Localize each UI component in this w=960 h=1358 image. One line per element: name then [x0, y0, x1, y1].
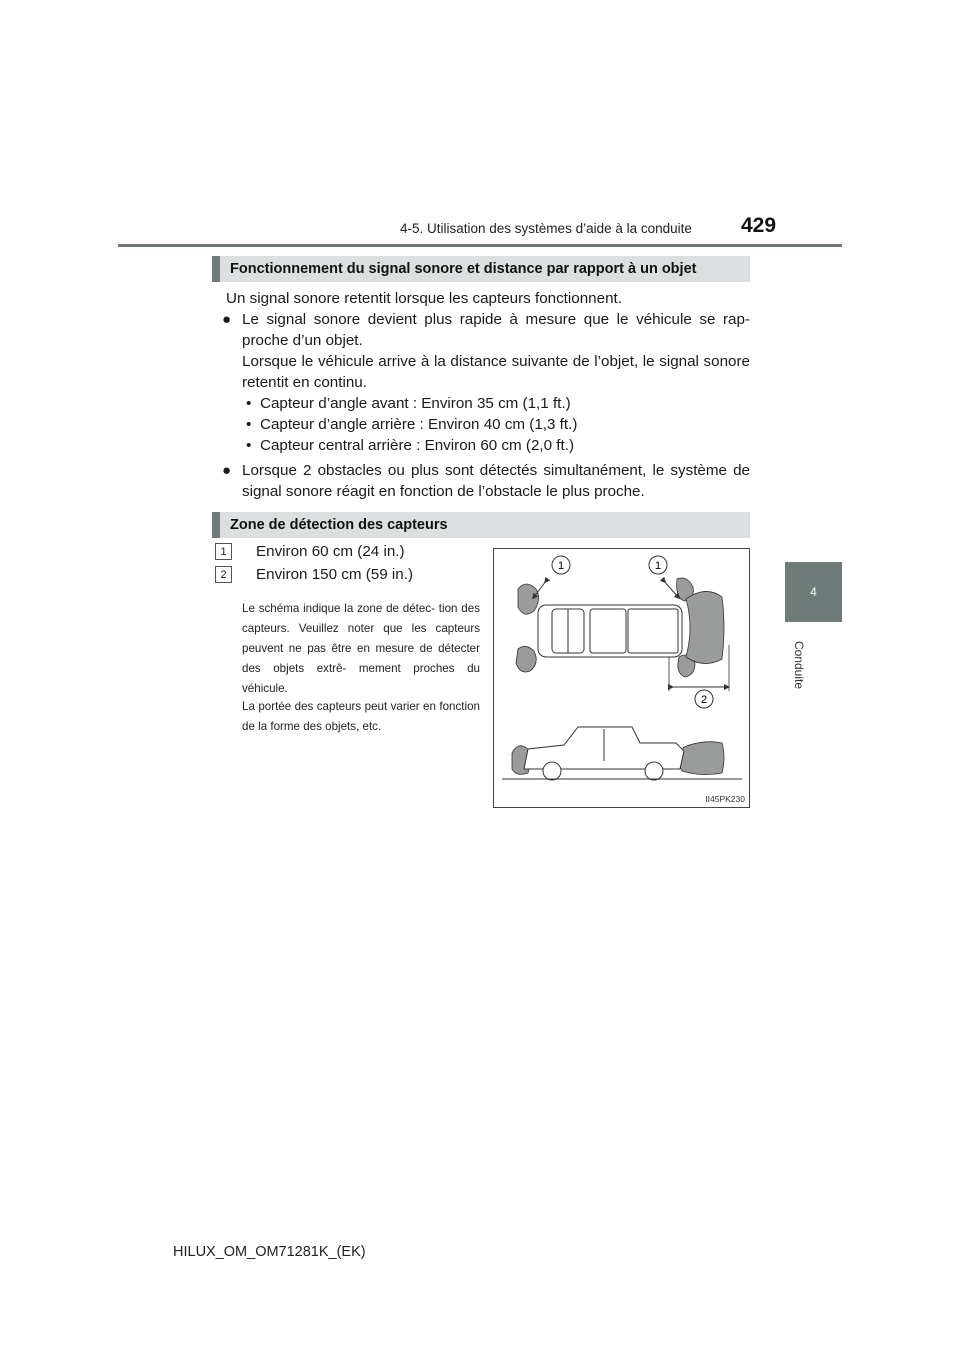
- intro-paragraph: Un signal sonore retentit lorsque les capteurs fonctionnent.: [226, 290, 622, 307]
- section-heading-text: Zone de détection des capteurs: [230, 517, 448, 533]
- distance-text: Capteur d’angle avant : Environ 35 cm (1,1 ft.): [260, 395, 571, 412]
- bullet-text: Lorsque 2 obstacles ou plus sont détectés simultanément, le système de signal sonore réagit en fonction de l’obstacle le plus proche.: [242, 462, 750, 500]
- footer-doc-id: HILUX_OM_OM71281K_(EK): [173, 1244, 366, 1260]
- chapter-number: 4: [810, 585, 817, 599]
- distance-text: Capteur central arrière : Environ 60 cm (2,0 ft.): [260, 437, 574, 454]
- header-section-title: 4-5. Utilisation des systèmes d’aide à la conduite: [400, 221, 692, 236]
- number-badge: 2: [215, 566, 232, 583]
- distance-text: Capteur d’angle arrière : Environ 40 cm (1,3 ft.): [260, 416, 578, 433]
- distance-list-item: [242, 435, 750, 456]
- section-heading-signal: [212, 256, 750, 282]
- sub-bullet-icon: •: [246, 437, 252, 454]
- note-paragraph: Le schéma indique la zone de détec- tion des capteurs. Veuillez noter que les capteurs peuvent ne pas être en mesure de détecter des objets extrê- mement proches du véhicule.: [242, 602, 480, 695]
- sensor-diagram: [493, 548, 750, 808]
- bullet-text: Le signal sonore devient plus rapide à mesure que le véhicule se rap- proche d’un objet.: [242, 311, 750, 349]
- bullet-item: [222, 309, 750, 456]
- rear-side-zone: [679, 742, 724, 775]
- distance-list: [242, 393, 750, 456]
- bullet-text: Lorsque le véhicule arrive à la distance suivante de l’objet, le signal sonore retentit en continu.: [242, 353, 750, 391]
- distance-arrow: [664, 581, 678, 597]
- definition-text: Environ 60 cm (24 in.): [256, 543, 405, 560]
- front-left-zone: [518, 584, 539, 614]
- distance-list-item: [242, 414, 750, 435]
- bullet-icon: ●: [222, 462, 232, 479]
- car-side-view: [524, 727, 684, 780]
- section-heading-zone: [212, 512, 750, 538]
- definition-text: Environ 150 cm (59 in.): [256, 566, 414, 583]
- sub-bullet-icon: •: [246, 416, 252, 433]
- callout-label: 2: [700, 694, 708, 706]
- bullet-icon: ●: [222, 311, 232, 328]
- page-number: 429: [741, 214, 777, 237]
- front-right-zone: [516, 646, 536, 672]
- distance-list-item: [242, 393, 750, 414]
- rear-center-zone: [686, 591, 724, 663]
- number-badge: 1: [215, 543, 232, 560]
- section-heading-text: Fonctionnement du signal sonore et distance par rapport à un objet: [230, 261, 697, 277]
- figure-code: II45PK230: [705, 794, 745, 804]
- callout-label: 1: [557, 560, 565, 572]
- bullet-item: [222, 460, 750, 502]
- sensor-diagram-svg: [494, 549, 749, 807]
- header-divider: [118, 244, 842, 247]
- callout-label: 1: [654, 560, 662, 572]
- sub-bullet-icon: •: [246, 395, 252, 412]
- car-top-view: [538, 605, 682, 657]
- note-paragraph: La portée des capteurs peut varier en fonction de la forme des objets, etc.: [242, 700, 480, 733]
- chapter-tab: [785, 562, 842, 622]
- chapter-label: Conduite: [792, 640, 806, 690]
